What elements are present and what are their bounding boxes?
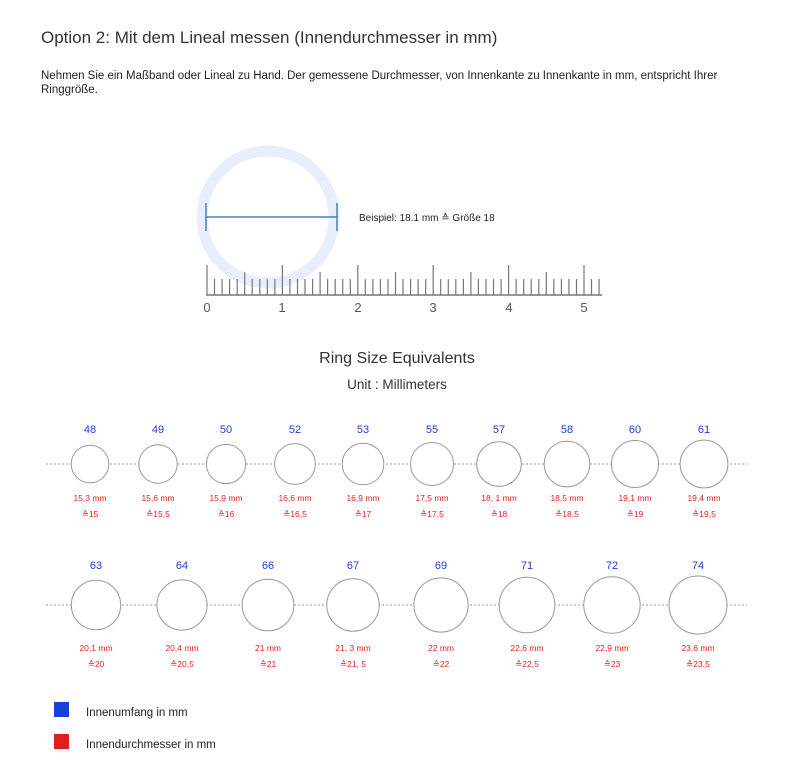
ring-size-item	[584, 560, 640, 669]
ring-equivalent-label: ≙22	[432, 659, 450, 669]
ring-circle	[669, 576, 727, 634]
legend-red-label: Innendurchmesser in mm	[86, 739, 216, 751]
ring-circle	[584, 577, 640, 633]
ring-diameter-label: 15,6 mm	[141, 493, 175, 503]
ring-size-item	[242, 560, 294, 669]
ring-circle	[139, 445, 177, 483]
chart-subtitle: Unit : Millimeters	[347, 377, 447, 392]
ring-equivalent-label: ≙15	[81, 509, 99, 519]
ring-equivalent-label: ≙19	[626, 509, 644, 519]
ring-circle	[414, 578, 468, 632]
ring-size-item	[669, 560, 727, 669]
ring-size-label: 63	[89, 560, 103, 572]
ring-size-label: 50	[219, 424, 233, 436]
ring-diameter-label: 19,4 mm	[687, 493, 721, 503]
ring-equivalent-label: ≙22,5	[515, 659, 539, 669]
ring-diameter-label: 16,6 mm	[278, 493, 312, 503]
ring-size-label: 66	[261, 560, 275, 572]
ring-size-label: 60	[628, 424, 642, 436]
ring-circle	[411, 443, 454, 486]
ring-diameter-label: 20,4 mm	[165, 643, 199, 653]
ring-size-item	[71, 560, 120, 669]
ruler-label-5: 5	[580, 300, 588, 315]
legend-blue-swatch	[54, 702, 69, 717]
ring-circle	[206, 444, 245, 483]
ring-size-grid	[71, 424, 728, 669]
ring-size-item	[327, 560, 379, 669]
ring-circle	[242, 579, 294, 631]
ring-circle	[499, 577, 555, 633]
ring-size-item	[71, 424, 109, 519]
ring-diameter-label: 22 mm	[428, 643, 454, 653]
ring-equivalent-label: ≙15,5	[146, 509, 170, 519]
chart-title: Ring Size Equivalents	[319, 350, 475, 367]
ruler-labels	[203, 300, 587, 315]
ring-equivalent-label: ≙20,5	[170, 659, 194, 669]
legend-red-swatch	[54, 734, 69, 749]
ruler-label-4: 4	[505, 300, 513, 315]
ring-size-item	[157, 560, 207, 669]
ring-size-item	[612, 424, 659, 519]
ruler-illustration	[202, 151, 602, 315]
ring-equivalent-label: ≙23	[603, 659, 621, 669]
ring-circle	[544, 441, 590, 487]
ring-size-label: 74	[691, 560, 705, 572]
ring-equivalent-label: ≙16	[217, 509, 235, 519]
ring-diameter-label: 17,5 mm	[415, 493, 449, 503]
ring-circle	[275, 444, 316, 485]
ring-size-label: 71	[520, 560, 534, 572]
ring-diameter-label: 18, 1 mm	[481, 493, 517, 503]
ring-equivalent-label: ≙21, 5	[339, 659, 367, 669]
ring-equivalent-label: ≙19,5	[692, 509, 716, 519]
ring-circle	[71, 445, 109, 483]
ring-equivalent-label: ≙20	[87, 659, 105, 669]
ring-size-label: 64	[175, 560, 189, 572]
ring-circle	[477, 442, 522, 487]
ring-equivalent-label: ≙17,5	[420, 509, 444, 519]
ring-size-item	[139, 424, 177, 519]
ring-size-item	[342, 424, 384, 519]
ring-size-label: 53	[356, 424, 370, 436]
intro-text: Nehmen Sie ein Maßband oder Lineal zu Hand. Der gemessene Durchmesser, von Innenkante zu Innenkante in mm, entspricht Ihrer Ringgröße.	[41, 70, 718, 96]
ring-size-label: 69	[434, 560, 448, 572]
ring-circle	[71, 580, 120, 629]
ring-size-item	[206, 424, 245, 519]
ring-size-item	[544, 424, 590, 519]
ring-size-label: 52	[288, 424, 302, 436]
ring-size-item	[680, 424, 728, 519]
ring-size-item	[414, 560, 468, 669]
ring-circle	[157, 580, 207, 630]
ring-equivalent-label: ≙18	[490, 509, 508, 519]
ruler-label-3: 3	[429, 300, 437, 315]
ring-diameter-label: 19,1 mm	[618, 493, 652, 503]
ring-size-label: 55	[425, 424, 439, 436]
ring-diameter-label: 21 mm	[255, 643, 281, 653]
ring-size-label: 49	[151, 424, 165, 436]
ring-circle	[327, 579, 379, 631]
ring-size-item	[499, 560, 555, 669]
ruler-example-text: Beispiel: 18.1 mm ≙ Größe 18	[359, 213, 495, 224]
ring-diameter-label: 20,1 mm	[79, 643, 113, 653]
ring-equivalent-label: ≙17	[354, 509, 372, 519]
ring-size-item	[477, 424, 522, 519]
ring-equivalent-label: ≙23,5	[686, 659, 710, 669]
legend-blue-label: Innenumfang in mm	[86, 707, 188, 719]
ring-size-label: 67	[346, 560, 360, 572]
ring-diameter-label: 21, 3 mm	[335, 643, 371, 653]
ring-circle	[680, 440, 728, 488]
ring-circle	[612, 441, 659, 488]
ring-diameter-label: 23,6 mm	[681, 643, 715, 653]
ring-equivalent-label: ≙18,5	[555, 509, 579, 519]
ring-diameter-label: 16,9 mm	[346, 493, 380, 503]
ring-diameter-label: 22,9 mm	[595, 643, 629, 653]
ruler-label-0: 0	[203, 300, 211, 315]
ring-size-label: 57	[492, 424, 506, 436]
ring-size-item	[275, 424, 316, 519]
ring-size-item	[411, 424, 454, 519]
ring-size-label: 72	[605, 560, 619, 572]
ring-size-label: 61	[697, 424, 711, 436]
ring-diameter-label: 15,3 mm	[73, 493, 107, 503]
ring-size-label: 58	[560, 424, 574, 436]
ruler-label-1: 1	[278, 300, 286, 315]
ring-diameter-label: 15,9 mm	[209, 493, 243, 503]
ring-diameter-label: 18,5 mm	[550, 493, 584, 503]
ring-equivalent-label: ≙21	[259, 659, 277, 669]
page-heading: Option 2: Mit dem Lineal messen (Innendurchmesser in mm)	[41, 28, 498, 47]
ring-size-label: 48	[83, 424, 97, 436]
ring-circle	[342, 443, 384, 485]
ring-equivalent-label: ≙16,5	[283, 509, 307, 519]
ruler-label-2: 2	[354, 300, 362, 315]
ring-diameter-label: 22,6 mm	[510, 643, 544, 653]
